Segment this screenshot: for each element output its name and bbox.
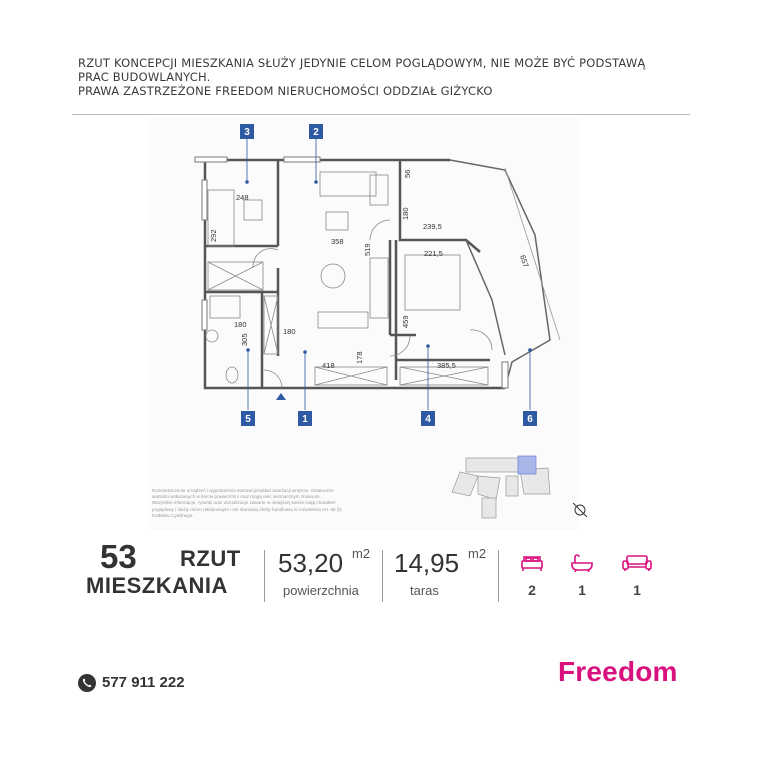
bedroom-count: 2 (528, 582, 536, 598)
divider (498, 550, 499, 602)
dimension-label: 180 (234, 320, 247, 329)
dimension-label: 180 (401, 207, 410, 220)
phone-number: 577 911 222 (102, 674, 185, 691)
room-marker-labels (244, 127, 533, 425)
fine-print: Rozmieszczenie urządzeń i wyposażenia stanowi przykład aranżacji wnętrza. Ostateczne wartości wskazanych w karcie powierzchni oraz mogą ulec nieznacznym zmianom. Wszystkie informacje, rysunki oraz wizualizacje zawarte w niniejszej karcie mają charakter poglądowy i służą celom reklamowym i nie stanowią oferty handlowej w rozumieniu Art. 66 §1 Kodeksu Cywilnego. (152, 488, 342, 518)
room-marker-label: 4 (425, 414, 431, 425)
title-line-2: MIESZKANIA (86, 573, 228, 598)
dimension-label: 358 (331, 237, 344, 246)
dimension-label: 180 (283, 327, 296, 336)
dimension-label: 519 (363, 243, 372, 256)
disclaimer-line-2: PRAC BUDOWLANYCH. (78, 70, 211, 84)
brand-logo: Freedom (558, 656, 678, 687)
disclaimer-line-3: PRAWA ZASTRZEŻONE FREEDOM NIERUCHOMOŚCI ODDZIAŁ GIŻYCKO (78, 84, 493, 98)
apartment-highlight (518, 456, 536, 474)
terrace-label: taras (410, 583, 439, 598)
dimension-label: 292 (209, 229, 218, 242)
dimension-label: 459 (401, 315, 410, 328)
room-marker-label: 3 (244, 127, 250, 138)
dimension-label: 56 (403, 169, 412, 178)
dimension-label: 305 (240, 333, 249, 346)
divider (264, 550, 265, 602)
divider (382, 550, 383, 602)
bathroom-count: 1 (578, 582, 586, 598)
dimension-label: 248 (236, 193, 249, 202)
area-value: 53,20 (278, 548, 344, 578)
terrace-unit: m2 (468, 546, 487, 561)
apartment-number: 53 (100, 538, 137, 575)
dimension-label: 657 (518, 253, 531, 269)
terrace-value: 14,95 (394, 548, 460, 578)
dimension-label: 385,5 (437, 361, 456, 370)
title-line-1: RZUT (180, 546, 241, 571)
bathtub-icon (570, 554, 594, 572)
dimension-label: 239,5 (423, 222, 442, 231)
summary-bar (0, 532, 768, 612)
entrance-arrow-icon (276, 393, 286, 400)
room-marker-label: 1 (302, 414, 308, 425)
building-key-plan (452, 456, 587, 518)
furniture (206, 169, 492, 388)
marker-leaders (247, 138, 530, 410)
bed-icon (520, 554, 544, 572)
area-unit: m2 (352, 546, 371, 561)
dimension-label: 178 (355, 351, 364, 364)
living-room-count: 1 (633, 582, 641, 598)
room-marker-label: 5 (245, 414, 251, 425)
dimension-label: 418 (322, 361, 335, 370)
room-markers (240, 124, 537, 426)
room-marker-label: 6 (527, 414, 533, 425)
disclaimer-line-1: RZUT KONCEPCJI MIESZKANIA SŁUŻY JEDYNIE CELOM POGLĄDOWYM, NIE MOŻE BYĆ PODSTAWĄ (78, 56, 646, 70)
phone-icon (78, 674, 96, 692)
dimension-label: 221,5 (424, 249, 443, 258)
room-marker-label: 2 (313, 127, 319, 138)
sofa-icon (622, 554, 652, 572)
area-label: powierzchnia (283, 583, 359, 598)
terrace-outline (450, 160, 560, 388)
